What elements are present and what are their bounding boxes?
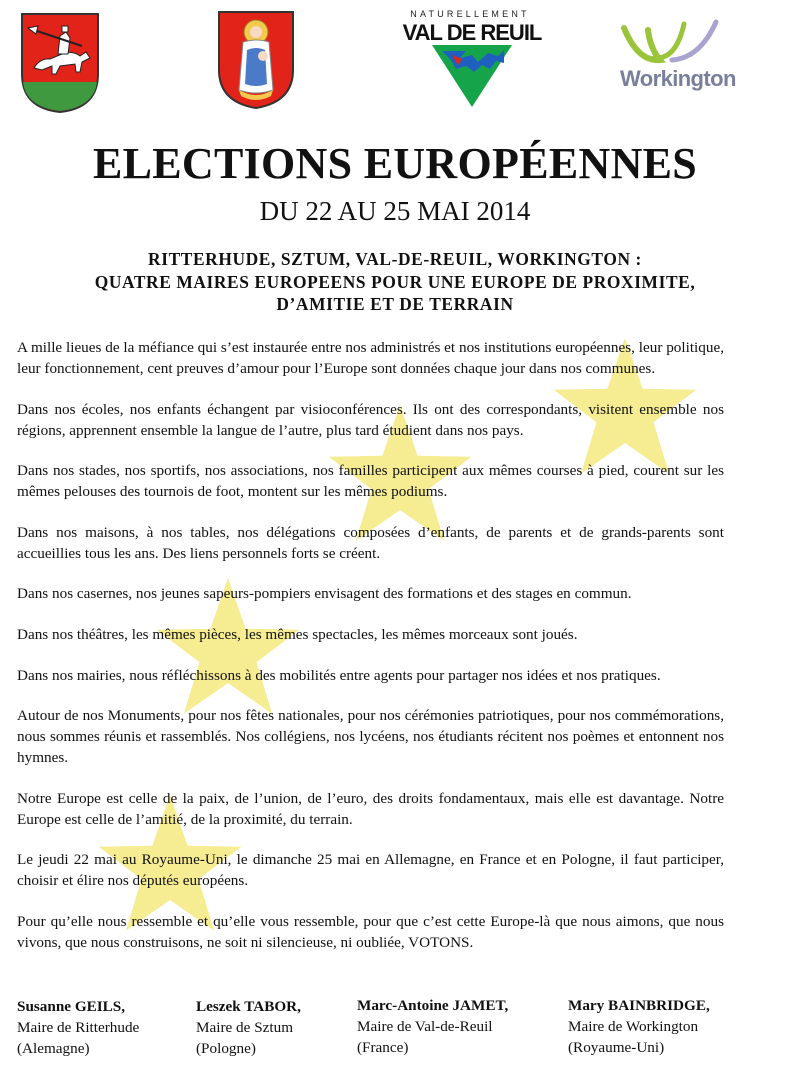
signatory-name: Marc-Antoine JAMET, bbox=[357, 997, 509, 1014]
body-paragraph: A mille lieues de la méfiance qui s’est instaurée entre nos administrés et nos institutions européennes, leur politique, leur fonctionnement, cent preuves d’amour pour l’Europe sont données chaque jour dans nos communes. bbox=[17, 339, 724, 377]
election-dates: DU 22 AU 25 MAI 2014 bbox=[259, 196, 531, 226]
signatory-name: Susanne GEILS, bbox=[17, 998, 126, 1015]
signature-jamet bbox=[357, 995, 508, 1058]
signatory-country: (Alemagne) bbox=[17, 1040, 90, 1057]
signatory-role: Maire de Workington bbox=[568, 1018, 699, 1035]
signatory-country: (Pologne) bbox=[196, 1040, 256, 1057]
subtitle-line: RITTERHUDE, SZTUM, VAL-DE-REUIL, WORKINGTON : bbox=[148, 249, 642, 269]
signatory-role: Maire de Ritterhude bbox=[17, 1019, 140, 1036]
page-title: ELECTIONS EUROPÉENNES bbox=[92, 139, 698, 188]
signatory-country: (France) bbox=[357, 1039, 409, 1056]
val-de-reuil-tagline: NATURELLEMENT bbox=[410, 9, 530, 19]
body-paragraph: Dans nos maisons, à nos tables, nos délégations composées d’enfants, de parents et de grands-parents sont accueillies tous les ans. Des liens personnels forts se créent. bbox=[17, 523, 724, 562]
body-paragraph: Pour qu’elle nous ressemble et qu’elle vous ressemble, pour que c’est cette Europe-là que nous aimons, que nous vivons, que nous construisons, ne soit ni silencieuse, ni oubliée, VOTONS. bbox=[17, 912, 724, 951]
knight-shield-icon bbox=[20, 12, 100, 114]
body-paragraph: Dans nos théâtres, les mêmes pièces, les mêmes spectacles, les mêmes morceaux sont joués. bbox=[17, 625, 578, 643]
body-paragraph: Dans nos écoles, nos enfants échangent par visioconférences. Ils ont des correspondants, visitent ensemble nos régions, apprennent ensemble la langue de l’autre, plus tard étudient dans nos pays. bbox=[17, 400, 724, 439]
val-de-reuil-triangle-icon bbox=[432, 45, 512, 107]
body-paragraph: Autour de nos Monuments, pour nos fêtes nationales, pour nos cérémonies patriotiques, pour nos commémorations, nous sommes réunis et rassemblés. Nos collégiens, nos lycéens, nos étudiants récitent nos poèmes et entonnent nos hymnes. bbox=[17, 707, 724, 767]
logo-header bbox=[0, 0, 790, 130]
body-paragraph: Le jeudi 22 mai au Royaume-Uni, le dimanche 25 mai en Allemagne, en France et en Pologne, il faut participer, choisir et élire nos députés européens. bbox=[17, 851, 724, 890]
signatory-country: (Royaume-Uni) bbox=[568, 1039, 665, 1056]
workington-swoosh-icon bbox=[620, 18, 722, 66]
body-paragraph: Dans nos mairies, nous réfléchissons à des mobilités entre agents pour partager nos idées et nos pratiques. bbox=[17, 666, 661, 684]
body-paragraph: Dans nos stades, nos sportifs, nos associations, nos familles participent aux mêmes courses à pied, courent sur les mêmes pelouses des tournois de foot, montent sur les mêmes podiums. bbox=[17, 462, 724, 501]
madonna-shield-icon bbox=[217, 10, 295, 110]
signature-bainbridge bbox=[568, 995, 710, 1058]
signature-tabor bbox=[196, 996, 301, 1059]
signature-geils bbox=[17, 996, 139, 1059]
signatory-role: Maire de Val-de-Reuil bbox=[357, 1018, 493, 1035]
subtitle-line: QUATRE MAIRES EUROPEENS POUR UNE EUROPE DE PROXIMITE, bbox=[94, 271, 696, 292]
signatory-name: Leszek TABOR, bbox=[196, 998, 301, 1015]
workington-logo-text: Workington bbox=[620, 66, 736, 91]
subtitle-line: D’AMITIE ET DE TERRAIN bbox=[276, 294, 514, 314]
signatory-role: Maire de Sztum bbox=[196, 1019, 294, 1036]
letter-body bbox=[17, 337, 724, 973]
body-paragraph: Notre Europe est celle de la paix, de l’union, de l’euro, des droits fondamentaux, mais elle est davantage. Notre Europe est celle de l’amitié, de la proximité, du terrain. bbox=[17, 789, 724, 828]
val-de-reuil-logo-text: VAL DE REUIL bbox=[402, 20, 542, 45]
body-paragraph: Dans nos casernes, nos jeunes sapeurs-pompiers envisagent des formations et des stages en commun. bbox=[17, 585, 632, 603]
signatory-name: Mary BAINBRIDGE, bbox=[568, 997, 710, 1014]
subtitle bbox=[20, 248, 770, 316]
